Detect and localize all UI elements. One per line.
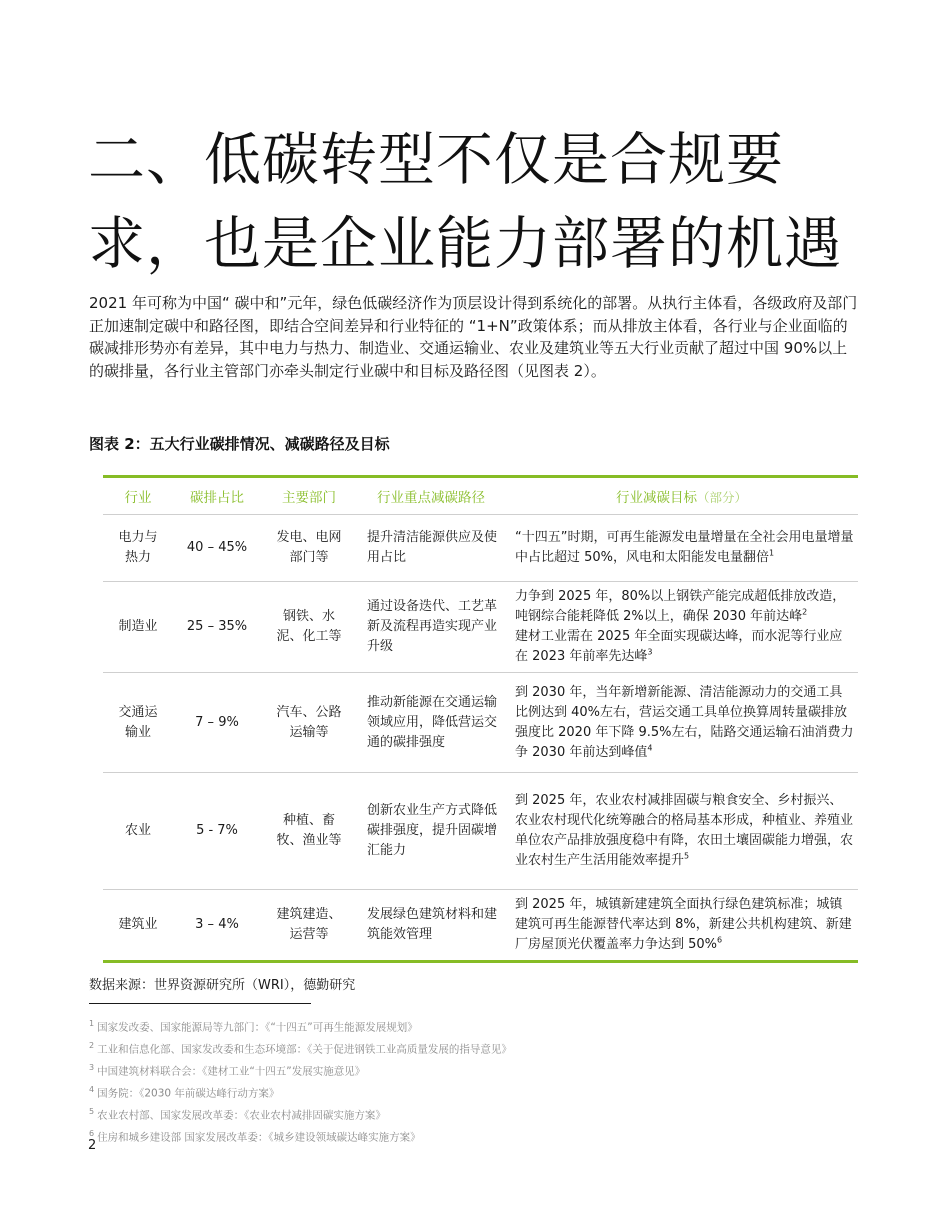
industry-table	[103, 475, 858, 963]
footnotes-list	[89, 1015, 789, 1147]
table-caption: 图表 2：五大行业碳排情况、减碳路径及目标	[89, 435, 390, 453]
title-line-1: 二、低碳转型不仅是合规要	[88, 127, 784, 193]
cell-sectors-text: 汽车、公路运输等	[276, 704, 342, 740]
header-path: 行业重点减碳路径	[357, 477, 505, 515]
cell-industry	[103, 515, 173, 582]
data-source: 数据来源：世界资源研究所（WRI），德勤研究	[89, 978, 356, 993]
footnote-ref: 6	[717, 935, 723, 945]
footnote-number: 5	[89, 1107, 95, 1116]
cell-sectors	[261, 673, 357, 773]
footnote-number: 3	[89, 1063, 95, 1072]
cell-sectors-text: 种植、畜牧、渔业等	[276, 813, 342, 848]
header-target-note: （部分）	[696, 490, 747, 505]
footnote-item	[89, 1015, 789, 1037]
cell-sectors-text: 建筑建造、运营等	[276, 907, 342, 942]
cell-sectors	[261, 582, 357, 673]
page-number: 2	[88, 1138, 97, 1153]
footnote-item	[89, 1059, 789, 1081]
footnote-item	[89, 1125, 789, 1147]
cell-share: 40 – 45%	[173, 515, 261, 582]
footnote-text: 国务院：《2030 年前碳达峰行动方案》	[97, 1087, 280, 1100]
cell-path: 提升清洁能源供应及使用占比	[357, 515, 505, 582]
table-row	[103, 582, 858, 673]
cell-sectors	[261, 890, 357, 962]
header-industry: 行业	[103, 477, 173, 515]
footnote-number: 1	[89, 1019, 95, 1028]
footnote-ref: 5	[684, 851, 690, 861]
cell-industry	[103, 673, 173, 773]
cell-target-text: 到 2030 年，当年新增新能源、清洁能源动力的交通工具比例达到 40%左右，营运交通工具单位换算周转量碳排放强度比 2020 年下降 9.5%左右，陆路交通运输石油消费力争 2030 年前达到峰值	[515, 684, 854, 760]
footnote-ref: 2	[802, 607, 808, 617]
cell-target	[505, 890, 858, 962]
cell-target-text: 到 2025 年，农业农村减排固碳与粮食安全、乡村振兴、农业农村现代化统筹融合的格局基本形成，种植业、养殖业单位农产品排放强度稳中有降，农田土壤固碳能力增强，农业农村生产生活用能效率提升	[515, 793, 854, 868]
header-sectors: 主要部门	[261, 477, 357, 515]
cell-industry: 农业	[103, 773, 173, 890]
cell-industry: 建筑业	[118, 917, 158, 932]
footnote-item	[89, 1103, 789, 1125]
footnote-ref: 4	[647, 743, 653, 753]
cell-sectors-text: 发电、电网部门等	[276, 530, 342, 565]
title-line-2: 求，也是企业能力部署的机遇	[88, 211, 842, 277]
cell-industry-text: 交通运输业	[118, 704, 158, 740]
footnote-text: 农业农村部、国家发展改革委：《农业农村减排固碳实施方案》	[97, 1109, 386, 1122]
footnote-ref: 1	[769, 548, 775, 558]
cell-target-text: “十四五”时期，可再生能源发电量增量在全社会用电量增量中占比超过 50%，风电和太阳能发电量翻倍	[515, 530, 854, 565]
cell-path: 通过设备迭代、工艺革新及流程再造实现产业升级	[357, 582, 505, 673]
footnote-number: 6	[89, 1129, 95, 1138]
table-row	[103, 673, 858, 773]
cell-share: 7 – 9%	[173, 673, 261, 773]
cell-sectors	[261, 515, 357, 582]
intro-paragraph: 2021 年可称为中国“ 碳中和”元年，绿色低碳经济作为顶层设计得到系统化的部署。从执行主体看，各级政府及部门正加速制定碳中和路径图，即结合空间差异和行业特征的 “1+N”政策体系；而从排放主体看，各行业与企业面临的碳减排形势亦有差异，其中电力与热力、制造业、交通运输业、农业及建筑业等五大行业贡献了超过中国 90%以上的碳排量，各行业主管部门亦牵头制定行业碳中和目标及路径图（见图表 2）。	[89, 294, 858, 380]
cell-path: 推动新能源在交通运输领域应用，降低营运交通的碳排强度	[357, 673, 505, 773]
page-title	[88, 118, 868, 286]
header-share: 碳排占比	[173, 477, 261, 515]
footnote-text: 住房和城乡建设部 国家发展改革委：《城乡建设领域碳达峰实施方案》	[97, 1131, 421, 1144]
footnote-number: 4	[89, 1085, 95, 1094]
cell-path: 创新农业生产方式降低碳排强度，提升固碳增汇能力	[357, 773, 505, 890]
footnote-text: 国家发改委、国家能源局等九部门：《“十四五”可再生能源发展规划》	[97, 1021, 418, 1034]
cell-share: 25 – 35%	[173, 582, 261, 673]
cell-share: 5 - 7%	[173, 773, 261, 890]
cell-sectors	[261, 773, 357, 890]
header-target	[505, 477, 858, 515]
footnote-divider	[89, 1003, 311, 1004]
footnote-text: 工业和信息化部、国家发改委和生态环境部：《关于促进钢铁工业高质量发展的指导意见》	[97, 1043, 512, 1056]
footnote-item	[89, 1037, 789, 1059]
cell-industry-text: 电力与热力	[118, 530, 158, 565]
header-target-label: 行业减碳目标	[615, 490, 697, 506]
table-row	[103, 515, 858, 582]
footnote-ref: 3	[647, 647, 653, 657]
cell-target	[505, 673, 858, 773]
cell-target	[505, 773, 858, 890]
cell-target-text: 建材工业需在 2025 年全面实现碳达峰，而水泥等行业应在 2023 年前率先达峰	[515, 629, 843, 664]
cell-target	[505, 515, 858, 582]
cell-path: 发展绿色建筑材料和建筑能效管理	[367, 907, 498, 942]
cell-industry: 制造业	[103, 582, 173, 673]
table-row	[103, 773, 858, 890]
table-row	[103, 890, 858, 962]
cell-target	[505, 582, 858, 673]
cell-sectors-text: 钢铁、水泥、化工等	[276, 609, 342, 644]
cell-target-text: 到 2025 年，城镇新建建筑全面执行绿色建筑标准；城镇建筑可再生能源替代率达到 8%，新建公共机构建筑、新建厂房屋顶光伏覆盖率力争达到 50%	[515, 897, 852, 952]
cell-target-text: 力争到 2025 年，80%以上钢铁产能完成超低排放改造，吨钢综合能耗降低 2%以上，确保 2030 年前达峰	[515, 589, 846, 624]
footnote-text: 中国建筑材料联合会：《建材工业“十四五”发展实施意见》	[97, 1065, 366, 1078]
footnote-number: 2	[89, 1041, 95, 1050]
cell-share: 3 – 4%	[195, 917, 239, 932]
table-header-row	[103, 477, 858, 515]
footnote-item	[89, 1081, 789, 1103]
